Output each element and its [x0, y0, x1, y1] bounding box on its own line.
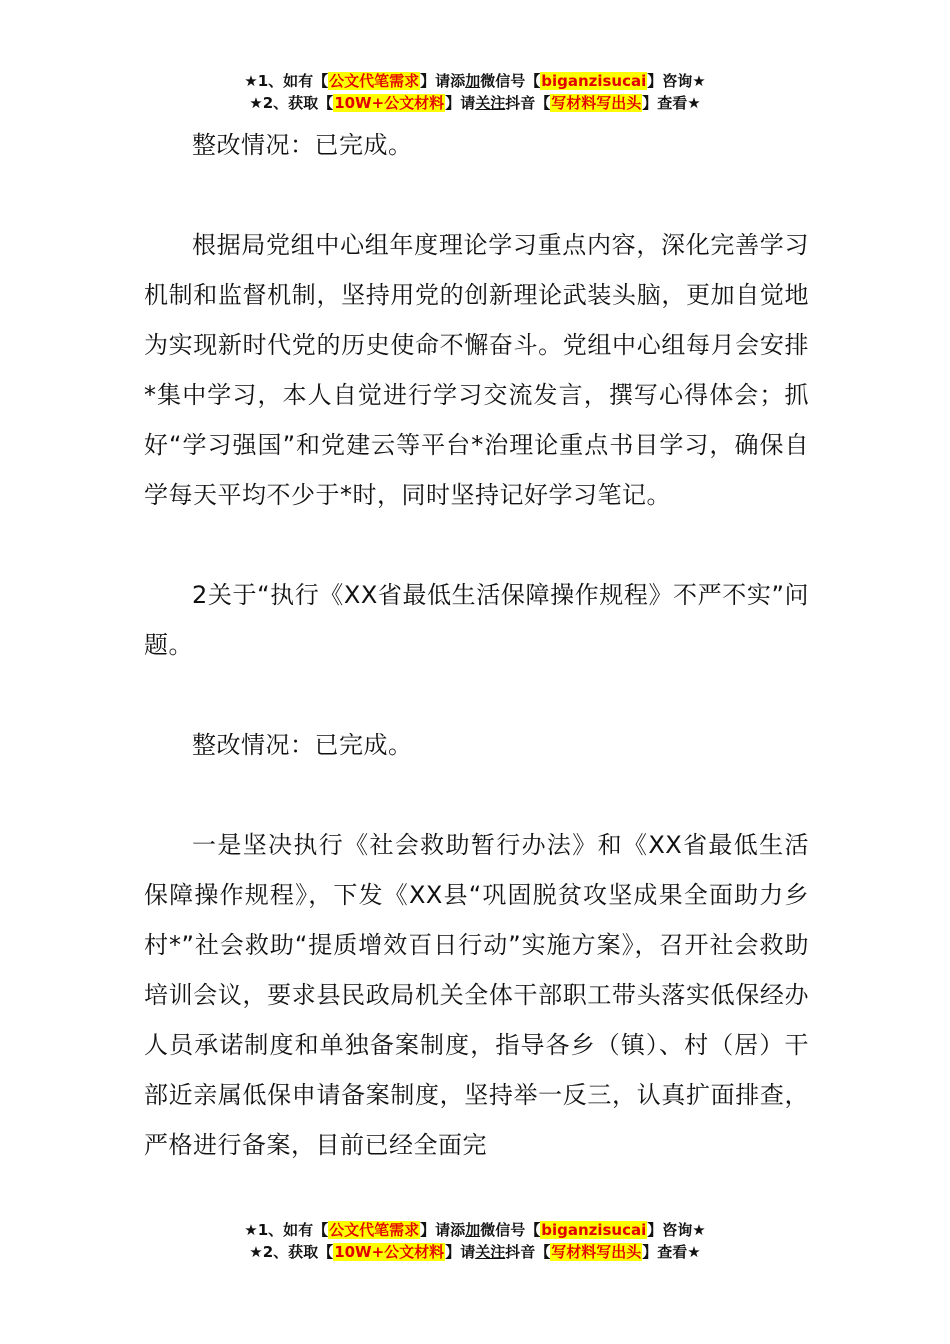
paragraph-study-rectification: 根据局党组中心组年度理论学习重点内容，深化完善学习机制和监督机制，坚持用党的创新理论武装头脑，更加自觉地为实现新时代党的历史使命不懈奋斗。党组中心组每月会安排*集中学习，本人自觉进行学习交流发言，撰写心得体会；抓好“学习强国”和党建云等平台*治理论重点书目学习，确保自学每天平均不少于*时，同时坚持记好学习笔记。	[144, 231, 809, 509]
document-body	[144, 120, 809, 1170]
paragraph-status: 整改情况：已完成。	[192, 131, 413, 159]
highlight-wechat-id: biganzisucai	[541, 1221, 647, 1239]
star-icon: ★	[249, 1243, 263, 1261]
banner-text: 】查看★	[642, 1243, 701, 1261]
banner-line-2	[0, 92, 950, 114]
paragraph-spacer	[144, 170, 809, 220]
paragraph-spacer	[144, 770, 809, 820]
highlight-wechat-id: biganzisucai	[541, 72, 647, 90]
banner-line-1	[0, 70, 950, 92]
star-icon: ★	[244, 72, 258, 90]
star-icon: ★	[244, 1221, 258, 1239]
banner-text: 】请添	[420, 1221, 466, 1239]
footer-banner	[0, 1219, 950, 1263]
header-banner	[0, 70, 950, 114]
banner-text: 】请	[445, 1243, 476, 1261]
banner-underlined-text: 加	[465, 72, 481, 90]
highlight-materials: 10W+公文材料	[334, 94, 445, 112]
highlight-service: 公文代笔需求	[329, 72, 420, 90]
paragraph-assistance-measures: 一是坚决执行《社会救助暂行办法》和《XX省最低生活保障操作规程》，下发《XX县“巩固脱贫攻坚成果全面助力乡村*”社会救助“提质增效百日行动”实施方案》，召开社会救助培训会议，要求县民政局机关全体干部职工带头落实低保经办人员承诺制度和单独备案制度，指导各乡（镇）、村（居）干部近亲属低保申请备案制度，坚持举一反三，认真扩面排查，严格进行备案，目前已经全面完	[144, 831, 809, 1159]
paragraph-issue-heading: 2关于“执行《XX省最低生活保障操作规程》不严不实”问题。	[144, 581, 809, 659]
paragraph-status: 整改情况：已完成。	[192, 731, 413, 759]
banner-text: 】咨询★	[647, 72, 706, 90]
banner-text: 】请添	[420, 72, 466, 90]
banner-underlined-text: 关注	[475, 94, 506, 112]
banner-line-2	[0, 1241, 950, 1263]
banner-text: 】请	[445, 94, 476, 112]
banner-text: 】查看★	[642, 94, 701, 112]
highlight-douyin: 写材料写出头	[551, 1243, 642, 1261]
banner-text: 抖音【	[505, 94, 551, 112]
banner-text: 】咨询★	[647, 1221, 706, 1239]
banner-line-1	[0, 1219, 950, 1241]
banner-text: 微信号【	[480, 72, 541, 90]
highlight-douyin: 写材料写出头	[551, 94, 642, 112]
banner-text: 抖音【	[505, 1243, 551, 1261]
banner-text: 2、获取【	[262, 94, 334, 112]
banner-text: 微信号【	[480, 1221, 541, 1239]
highlight-materials: 10W+公文材料	[334, 1243, 445, 1261]
highlight-service: 公文代笔需求	[329, 1221, 420, 1239]
banner-text: 1、如有【	[257, 72, 329, 90]
star-icon: ★	[249, 94, 263, 112]
banner-text: 1、如有【	[257, 1221, 329, 1239]
paragraph-spacer	[144, 670, 809, 720]
banner-underlined-text: 关注	[475, 1243, 506, 1261]
paragraph-spacer	[144, 520, 809, 570]
banner-text: 2、获取【	[262, 1243, 334, 1261]
banner-underlined-text: 加	[465, 1221, 481, 1239]
